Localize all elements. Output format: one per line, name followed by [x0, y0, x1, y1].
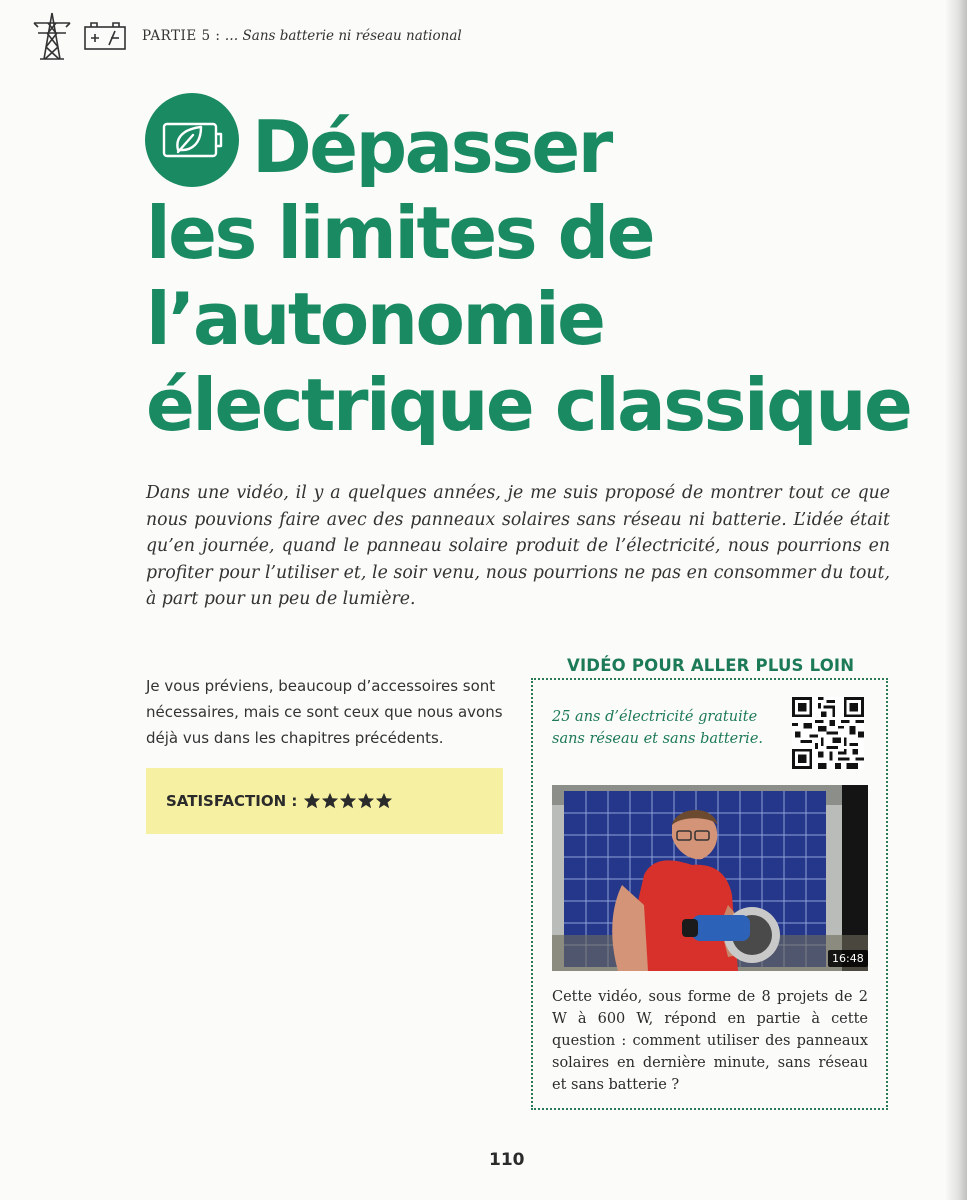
- satisfaction-label: SATISFACTION :: [166, 792, 298, 810]
- star-icon: [321, 792, 339, 810]
- video-duration: 16:48: [828, 950, 868, 967]
- satisfaction-box: [146, 768, 503, 834]
- header-subtitle: … Sans batterie ni réseau national: [224, 28, 462, 44]
- satisfaction-rating: [303, 792, 393, 810]
- power-pylon-icon: [30, 11, 74, 61]
- video-subtitle: 25 ans d’électricité gratuite sans réseau et sans batterie.: [552, 709, 764, 747]
- intro-paragraph: Dans une vidéo, il y a quelques années, je me suis proposé de montrer tout ce que nous pouvions faire avec des panneaux solaires sans réseau ni batterie. L’idée était qu’en journée, quand le panneau solaire produit de l’électricité, nous pourrions en profiter pour l’utiliser et, le soir venu, nous pourrions ne pas en consommer du tout, à part pour un peu de lumière.: [146, 483, 890, 609]
- header-part-label: PARTIE 5 :: [142, 28, 221, 44]
- video-heading: VIDÉO POUR ALLER PLUS LOIN: [560, 656, 861, 675]
- title-line-2: les limites de: [146, 191, 654, 275]
- running-header: [30, 10, 462, 62]
- star-icon: [339, 792, 357, 810]
- accessories-note: Je vous préviens, beaucoup d’accessoires sont nécessaires, mais ce sont ceux que nous avons déjà vus dans les chapitres précédents.: [146, 677, 503, 747]
- title-line-3: l’autonomie: [146, 277, 604, 361]
- video-thumbnail[interactable]: [552, 785, 868, 971]
- page-edge-shadow: [945, 0, 967, 1200]
- star-icon: [375, 792, 393, 810]
- page-title: [146, 104, 926, 448]
- star-icon: [303, 792, 321, 810]
- title-line-4: électrique classique: [146, 363, 911, 447]
- header-text: [142, 28, 462, 44]
- title-line-1: Dépasser: [252, 105, 611, 189]
- qr-code-icon[interactable]: [792, 697, 864, 769]
- page-number: 110: [489, 1150, 525, 1170]
- battery-icon: [82, 19, 128, 53]
- video-caption: Cette vidéo, sous forme de 8 projets de 2 W à 600 W, répond en partie à cette question : comment utiliser des panneaux solaires en dernière minute, sans réseau et sans batterie ?: [552, 989, 868, 1093]
- star-icon: [357, 792, 375, 810]
